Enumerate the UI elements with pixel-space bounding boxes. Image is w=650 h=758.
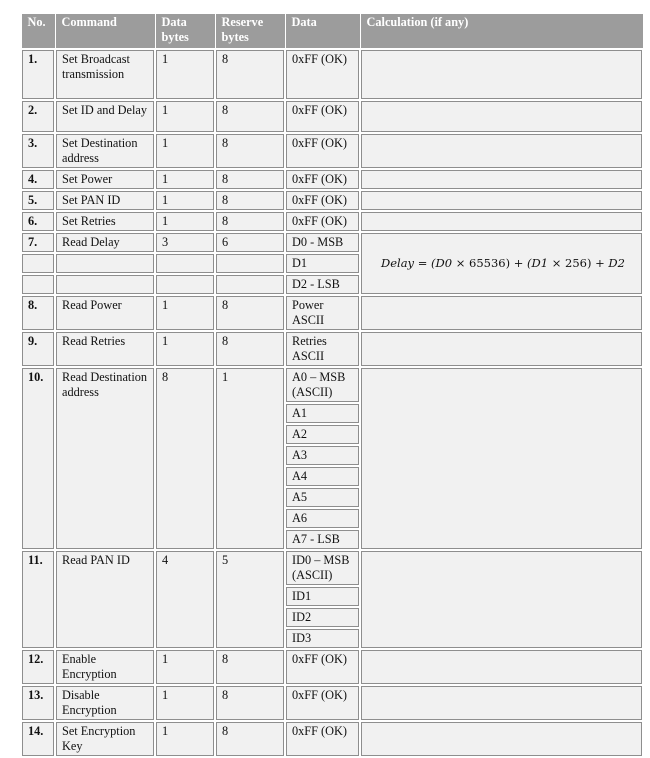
row-number: 2. bbox=[21, 100, 55, 133]
calculation-cell bbox=[360, 550, 643, 649]
row-number: 13. bbox=[21, 685, 55, 721]
row-number: 3. bbox=[21, 133, 55, 169]
data-bytes: 1 bbox=[155, 211, 215, 232]
table-row bbox=[21, 133, 643, 169]
command-table bbox=[20, 13, 644, 758]
reserve-bytes: 8 bbox=[215, 685, 285, 721]
command-name: Set Retries bbox=[55, 211, 155, 232]
row-number: 8. bbox=[21, 295, 55, 331]
header-no: No. bbox=[21, 14, 55, 50]
data-value: ID3 bbox=[285, 628, 360, 649]
data-value: 0xFF (OK) bbox=[285, 211, 360, 232]
command-name: Set Broadcast transmission bbox=[55, 49, 155, 100]
data-value: Retries ASCII bbox=[285, 331, 360, 367]
row-number: 14. bbox=[21, 721, 55, 757]
data-value: A7 - LSB bbox=[285, 529, 360, 550]
reserve-bytes: 8 bbox=[215, 169, 285, 190]
command-name: Set ID and Delay bbox=[55, 100, 155, 133]
data-bytes: 1 bbox=[155, 295, 215, 331]
table-row bbox=[21, 295, 643, 331]
calculation-cell bbox=[360, 367, 643, 550]
command-name: Set Destination address bbox=[55, 133, 155, 169]
table-row bbox=[21, 169, 643, 190]
data-value: 0xFF (OK) bbox=[285, 49, 360, 100]
command-name: Set PAN ID bbox=[55, 190, 155, 211]
reserve-bytes: 8 bbox=[215, 295, 285, 331]
table-row bbox=[21, 367, 643, 403]
row-number: 1. bbox=[21, 49, 55, 100]
data-value: A5 bbox=[285, 487, 360, 508]
data-bytes: 3 bbox=[155, 232, 215, 253]
empty-cell bbox=[21, 253, 55, 274]
data-value: 0xFF (OK) bbox=[285, 190, 360, 211]
row-number: 5. bbox=[21, 190, 55, 211]
table-row bbox=[21, 649, 643, 685]
row-number: 7. bbox=[21, 232, 55, 253]
data-value: 0xFF (OK) bbox=[285, 685, 360, 721]
data-value: A6 bbox=[285, 508, 360, 529]
command-name: Enable Encryption bbox=[55, 649, 155, 685]
data-bytes: 1 bbox=[155, 100, 215, 133]
data-value: A2 bbox=[285, 424, 360, 445]
reserve-bytes: 8 bbox=[215, 133, 285, 169]
data-value: ID0 – MSB (ASCII) bbox=[285, 550, 360, 586]
data-value: D0 - MSB bbox=[285, 232, 360, 253]
calculation-cell bbox=[360, 100, 643, 133]
reserve-bytes: 6 bbox=[215, 232, 285, 253]
data-bytes: 1 bbox=[155, 133, 215, 169]
calculation-cell bbox=[360, 331, 643, 367]
data-value: A3 bbox=[285, 445, 360, 466]
header-data: Data bbox=[285, 14, 360, 50]
table-row bbox=[21, 211, 643, 232]
calculation-cell bbox=[360, 721, 643, 757]
command-name: Disable Encryption bbox=[55, 685, 155, 721]
command-name: Read PAN ID bbox=[55, 550, 155, 649]
data-value: Power ASCII bbox=[285, 295, 360, 331]
reserve-bytes: 8 bbox=[215, 649, 285, 685]
empty-cell bbox=[21, 274, 55, 295]
reserve-bytes: 8 bbox=[215, 190, 285, 211]
empty-cell bbox=[155, 274, 215, 295]
header-data-bytes: Data bytes bbox=[155, 14, 215, 50]
reserve-bytes: 8 bbox=[215, 211, 285, 232]
calculation-cell bbox=[360, 169, 643, 190]
reserve-bytes: 5 bbox=[215, 550, 285, 649]
row-number: 12. bbox=[21, 649, 55, 685]
data-value: A4 bbox=[285, 466, 360, 487]
empty-cell bbox=[215, 274, 285, 295]
data-bytes: 8 bbox=[155, 367, 215, 550]
calculation-cell bbox=[360, 211, 643, 232]
reserve-bytes: 1 bbox=[215, 367, 285, 550]
data-bytes: 1 bbox=[155, 49, 215, 100]
data-bytes: 1 bbox=[155, 190, 215, 211]
data-bytes: 4 bbox=[155, 550, 215, 649]
data-value: 0xFF (OK) bbox=[285, 169, 360, 190]
data-bytes: 1 bbox=[155, 721, 215, 757]
row-number: 10. bbox=[21, 367, 55, 550]
data-bytes: 1 bbox=[155, 649, 215, 685]
data-value: 0xFF (OK) bbox=[285, 100, 360, 133]
table-row bbox=[21, 721, 643, 757]
empty-cell bbox=[55, 274, 155, 295]
table-row bbox=[21, 550, 643, 586]
empty-cell bbox=[155, 253, 215, 274]
command-name: Read Retries bbox=[55, 331, 155, 367]
table-row bbox=[21, 49, 643, 100]
calculation-cell bbox=[360, 133, 643, 169]
data-bytes: 1 bbox=[155, 169, 215, 190]
command-name: Read Delay bbox=[55, 232, 155, 253]
command-name: Set Power bbox=[55, 169, 155, 190]
row-number: 9. bbox=[21, 331, 55, 367]
data-value: ID2 bbox=[285, 607, 360, 628]
table-row bbox=[21, 190, 643, 211]
command-name: Read Destination address bbox=[55, 367, 155, 550]
table-row bbox=[21, 100, 643, 133]
empty-cell bbox=[215, 253, 285, 274]
header-command: Command bbox=[55, 14, 155, 50]
row-number: 11. bbox=[21, 550, 55, 649]
table-row bbox=[21, 685, 643, 721]
data-value: D1 bbox=[285, 253, 360, 274]
data-value: A0 – MSB (ASCII) bbox=[285, 367, 360, 403]
header-reserve-bytes: Reserve bytes bbox=[215, 14, 285, 50]
delay-formula: Delay = (D0 × 65536) + (D1 × 256) + D2 bbox=[381, 256, 625, 270]
header-calculation: Calculation (if any) bbox=[360, 14, 643, 50]
calculation-cell bbox=[360, 190, 643, 211]
calculation-cell bbox=[360, 232, 643, 295]
data-value: 0xFF (OK) bbox=[285, 721, 360, 757]
command-name: Set Encryption Key bbox=[55, 721, 155, 757]
table-row bbox=[21, 331, 643, 367]
reserve-bytes: 8 bbox=[215, 721, 285, 757]
data-bytes: 1 bbox=[155, 331, 215, 367]
calculation-cell bbox=[360, 49, 643, 100]
row-number: 6. bbox=[21, 211, 55, 232]
command-name: Read Power bbox=[55, 295, 155, 331]
calculation-cell bbox=[360, 649, 643, 685]
table-row bbox=[21, 232, 643, 253]
reserve-bytes: 8 bbox=[215, 49, 285, 100]
row-number: 4. bbox=[21, 169, 55, 190]
data-value: 0xFF (OK) bbox=[285, 649, 360, 685]
data-value: A1 bbox=[285, 403, 360, 424]
data-value: ID1 bbox=[285, 586, 360, 607]
empty-cell bbox=[55, 253, 155, 274]
reserve-bytes: 8 bbox=[215, 100, 285, 133]
reserve-bytes: 8 bbox=[215, 331, 285, 367]
data-value: D2 - LSB bbox=[285, 274, 360, 295]
data-bytes: 1 bbox=[155, 685, 215, 721]
calculation-cell bbox=[360, 685, 643, 721]
calculation-cell bbox=[360, 295, 643, 331]
data-value: 0xFF (OK) bbox=[285, 133, 360, 169]
header-row bbox=[21, 14, 643, 50]
